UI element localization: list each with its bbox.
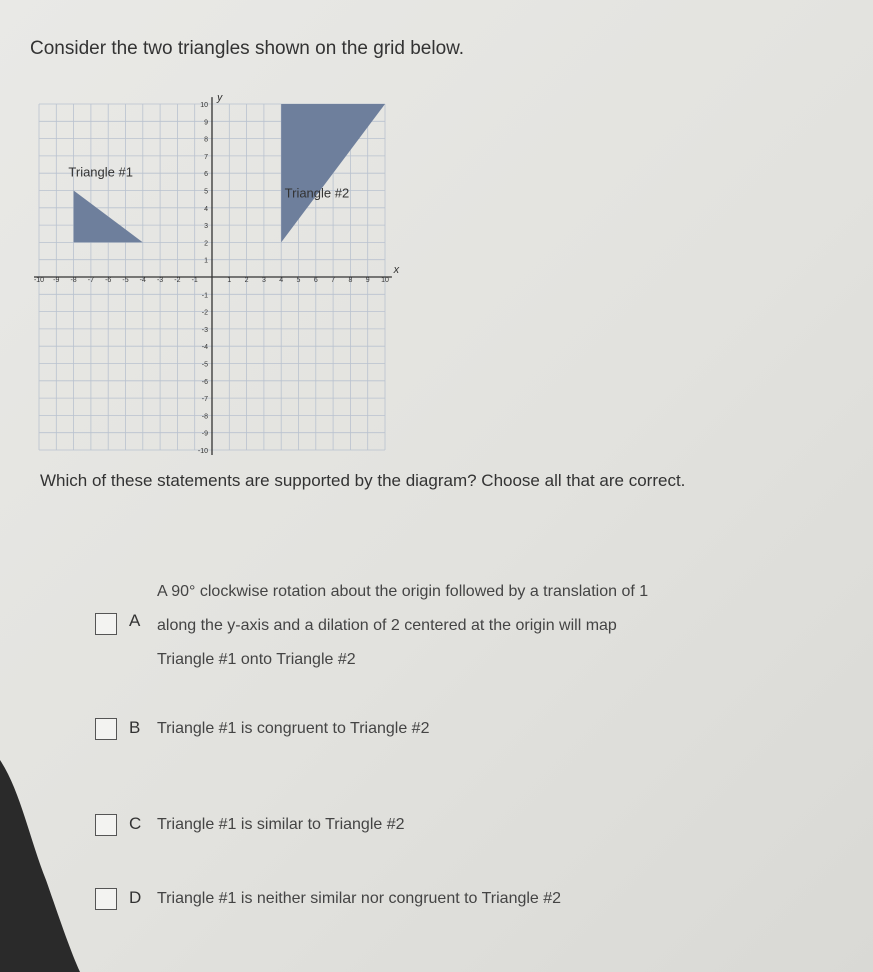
y-tick-label: -5 xyxy=(201,361,208,369)
y-tick-label: 4 xyxy=(204,205,208,213)
y-tick-label: 6 xyxy=(204,171,208,179)
prompt-text: Which of these statements are supported by the diagram? Choose all that are correct. xyxy=(40,471,686,490)
x-tick-label: 1 xyxy=(227,277,232,284)
x-tick-label: 5 xyxy=(296,277,301,284)
y-tick-label: -10 xyxy=(197,448,208,455)
option-d[interactable] xyxy=(95,882,561,916)
y-axis-label: y xyxy=(217,95,223,104)
y-tick-label: -6 xyxy=(201,378,208,386)
option-text-line: Triangle #1 is neither similar nor congruent to Triangle #2 xyxy=(157,890,562,907)
x-tick-label: 10 xyxy=(381,277,389,284)
y-tick-label: 7 xyxy=(204,153,208,161)
option-text-line: Triangle #1 is similar to Triangle #2 xyxy=(157,816,405,833)
y-tick-label: -1 xyxy=(201,292,208,300)
y-tick-label: -8 xyxy=(201,413,208,421)
option-letter: B xyxy=(129,718,141,737)
option-text xyxy=(157,575,648,677)
option-c-checkbox[interactable] xyxy=(95,814,117,836)
option-d-checkbox[interactable] xyxy=(95,888,117,910)
y-tick-label: 1 xyxy=(204,257,208,265)
coordinate-grid xyxy=(34,95,404,455)
y-tick-label: -7 xyxy=(201,396,208,404)
y-tick-label: -3 xyxy=(201,326,208,334)
x-tick-label: 6 xyxy=(313,277,318,284)
x-tick-label: 9 xyxy=(365,277,370,284)
option-letter: A xyxy=(129,611,141,630)
y-tick-label: 9 xyxy=(204,119,208,127)
y-tick-label: 3 xyxy=(204,223,208,231)
option-letter: C xyxy=(129,814,142,833)
option-text-line: along the y-axis and a dilation of 2 centered at the origin will map xyxy=(157,617,617,634)
decorative-edge xyxy=(0,640,80,972)
x-tick-label: -5 xyxy=(122,277,129,284)
y-tick-label: -9 xyxy=(201,430,208,438)
x-tick-label: -8 xyxy=(70,277,77,284)
x-tick-label: -1 xyxy=(191,277,198,284)
option-text xyxy=(157,808,405,842)
y-tick-label: 8 xyxy=(204,136,208,144)
x-axis-label: x xyxy=(393,264,400,276)
x-tick-label: -2 xyxy=(174,277,181,284)
y-tick-label: 2 xyxy=(204,240,208,248)
option-b[interactable] xyxy=(95,712,429,746)
y-tick-label: 10 xyxy=(200,102,208,109)
x-tick-label: 4 xyxy=(279,277,284,284)
x-tick-label: -10 xyxy=(34,277,45,284)
option-text xyxy=(157,712,429,746)
triangle-1-label: Triangle #1 xyxy=(68,164,133,180)
y-tick-label: -4 xyxy=(201,344,208,352)
option-c[interactable] xyxy=(95,808,405,842)
option-text-line: Triangle #1 onto Triangle #2 xyxy=(157,651,356,668)
x-tick-label: 2 xyxy=(244,277,249,284)
option-a-checkbox[interactable] xyxy=(95,613,117,635)
x-tick-label: -3 xyxy=(156,277,164,284)
option-b-checkbox[interactable] xyxy=(95,718,117,740)
option-text-line: A 90° clockwise rotation about the origin followed by a translation of 1 xyxy=(157,583,649,600)
option-text xyxy=(157,882,561,916)
option-text-line: Triangle #1 is congruent to Triangle #2 xyxy=(157,720,430,737)
triangle-2-label: Triangle #2 xyxy=(284,185,350,201)
y-tick-label: 5 xyxy=(204,188,208,196)
x-tick-label: -6 xyxy=(105,277,112,284)
x-tick-label: -9 xyxy=(53,277,60,284)
x-tick-label: -4 xyxy=(139,277,146,284)
x-tick-label: -7 xyxy=(87,277,95,284)
option-letter: D xyxy=(129,888,142,907)
x-tick-label: 8 xyxy=(348,277,353,284)
y-tick-label: -2 xyxy=(201,309,208,317)
x-tick-label: 7 xyxy=(331,277,336,284)
question-text: Consider the two triangles shown on the grid below. xyxy=(30,38,465,59)
x-tick-label: 3 xyxy=(261,277,266,284)
option-a[interactable] xyxy=(95,575,648,677)
